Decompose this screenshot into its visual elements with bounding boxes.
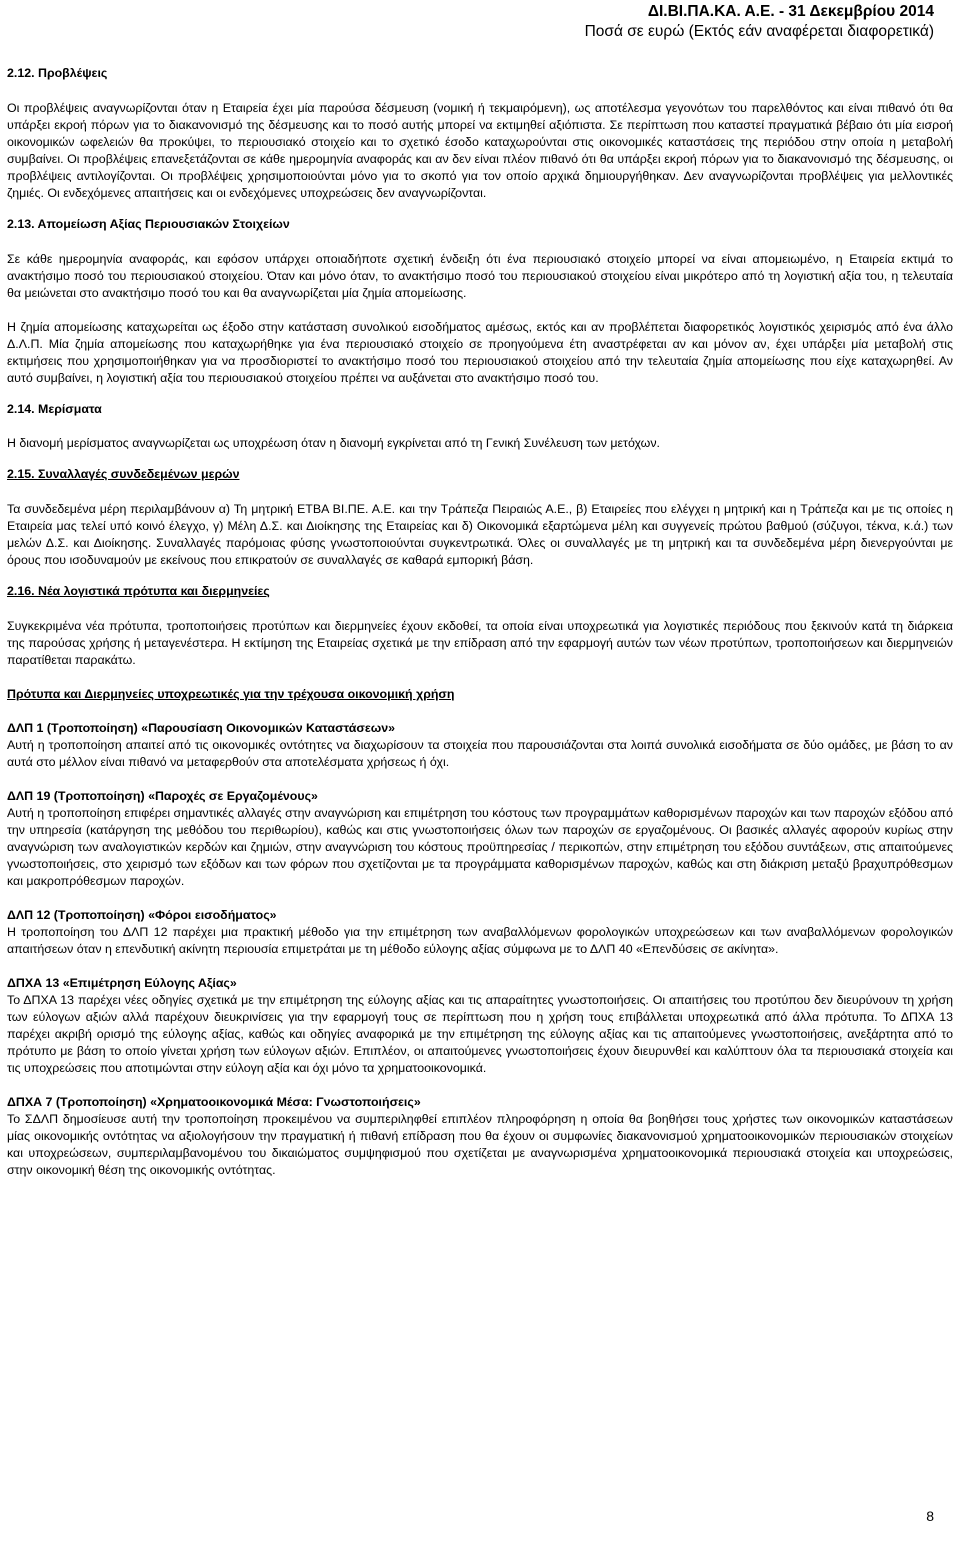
document-title: ΔΙ.ΒΙ.ΠΑ.ΚΑ. Α.Ε. - 31 Δεκεμβρίου 2014 xyxy=(647,3,934,20)
standard-text: Το ΔΠΧΑ 13 παρέχει νέες οδηγίες σχετικά με την επιμέτρηση της εύλογης αξίας και τις απαραίτητες γνωστοποιήσεις. Οι απαιτήσεις του προτύπου δεν διευρύνουν τη χρήση των εύλογων αξιών αλλά παρέχουν διευκρινίσεις για την εφαρμογή τους σε περίπτωση που η χρήση τους επιβάλλεται υποχρεωτικά από άλλα πρότυπα. Το ΔΠΧΑ 13 παρέχει ακριβή ορισμό της εύλογης αξίας, καθώς και οδηγίες αναφορικά με την επιμέτρηση της εύλογης αξίας και τις απαιτούμενες γνωστοποιήσεις, ανεξάρτητα από το πρότυπο με βάση το οποίο γίνεται χρήση των εύλογων αξιών. Επιπλέον, οι απαιτούμενες γνωστοποιήσεις έχουν διευρυνθεί και καλύπτουν όλα τα περιουσιακά στοιχεία και τις υποχρεώσεις που αποτιμώνται στην εύλογη αξία και όχι μόνο τα χρηματοοικονομικά. xyxy=(7,993,953,1075)
section-related-parties xyxy=(7,466,953,569)
standard-title: ΔΠΧΑ 7 (Τροποποίηση) «Χρηματοοικονομικά Μέσα: Γνωστοποιήσεις» xyxy=(7,1095,421,1109)
page-header xyxy=(585,2,934,42)
standard-title: ΔΛΠ 1 (Τροποποίηση) «Παρουσίαση Οικονομικών Καταστάσεων» xyxy=(7,721,395,735)
paragraph: Οι προβλέψεις αναγνωρίζονται όταν η Εταιρεία έχει μία παρούσα δέσμευση (νομική ή τεκμαιρόμενη), ως αποτέλεσμα γεγονότων του παρελθόντος και είναι πιθανό ότι θα υπάρξει εκροή πόρων για το διακανονισμό της δέσμευσης και το ποσό αυτής μπορεί να εκτιμηθεί αξιόπιστα. Σε περίπτωση που καταστεί πραγματικά βέβαιο ότι μία εισροή οικονομικών ωφελειών θα προκύψει, το περιουσιακό στοιχείο και το σχετικό έσοδο καταχωρούνται στις οικονομικές καταστάσεις της περιόδου στην οποία η μεταβολή συμβαίνει. Οι προβλέψεις επανεξετάζονται σε κάθε ημερομηνία αναφοράς και αν δεν είναι πλέον πιθανό ότι θα υπάρξει εκροή πόρων για το διακανονισμό της δέσμευσης, οι προβλέψεις αντιλογίζονται. Οι προβλέψεις χρησιμοποιούνται μόνο για το σκοπό για τον οποίο αρχικά δημιουργήθηκαν. Δεν αναγνωρίζονται προβλέψεις για μελλοντικές ζημιές. Οι ενδεχόμενες απαιτήσεις και οι ενδεχόμενες υποχρεώσεις δεν αναγνωρίζονται. xyxy=(7,101,953,200)
paragraph: Η ζημία απομείωσης καταχωρείται ως έξοδο στην κατάσταση συνολικού εισοδήματος αμέσως, εκτός και αν προβλέπεται διαφορετικός λογιστικός χειρισμός από ένα άλλο Δ.Λ.Π. Μία ζημία απομείωσης που καταχωρήθηκε για ένα περιουσιακό στοιχείο σε προηγούμενα έτη αναστρέφεται αν και μόνον αν, έχει υπάρξει μία μεταβολή στις εκτιμήσεις που χρησιμοποιήθηκαν για να προσδιοριστεί το ανακτήσιμο ποσό του περιουσιακού στοιχείου από την τελευταία ζημία απομείωσης που είχε καταχωρηθεί. Αν αυτό συμβαίνει, η λογιστική αξία του περιουσιακού στοιχείου πρέπει να αυξάνεται στο ανακτήσιμο ποσό του. xyxy=(7,320,953,385)
document-body xyxy=(7,65,953,1179)
standard-text: Αυτή η τροποποίηση απαιτεί από τις οικονομικές οντότητες να διαχωρίσουν τα στοιχεία που παρουσιάζονται στα λοιπά συνολικά εισοδήματα σε δύο ομάδες, με βάση το αν αυτά στο μέλλον είναι πιθανό να μεταφερθούν στα αποτελέσματα χρήσεως ή όχι. xyxy=(7,738,953,769)
standard-title: ΔΛΠ 19 (Τροποποίηση) «Παροχές σε Εργαζομένους» xyxy=(7,789,318,803)
paragraph: Σε κάθε ημερομηνία αναφοράς, και εφόσον υπάρχει οποιαδήποτε σχετική ένδειξη ότι ένα περιουσιακό στοιχείο μπορεί να είναι απομειωμένο, η Εταιρεία εκτιμά το ανακτήσιμο ποσό του περιουσιακού στοιχείου. Όταν και μόνο όταν, το ανακτήσιμο ποσό του περιουσιακού στοιχείου είναι μικρότερο από τη λογιστική αξία του, η τελευταία θα μειώνεται στο ανακτήσιμο ποσό του και θα αναγνωρίζεται μία ζημία απομείωσης. xyxy=(7,252,953,300)
section-provisions xyxy=(7,65,953,202)
document-subtitle: Ποσά σε ευρώ (Εκτός εάν αναφέρεται διαφορετικά) xyxy=(584,23,934,40)
standard-title: ΔΛΠ 12 (Τροποποίηση) «Φόροι εισοδήματος» xyxy=(7,908,277,922)
section-heading: 2.14. Μερίσματα xyxy=(7,402,102,416)
section-heading: 2.16. Νέα λογιστικά πρότυπα και διερμηνείες xyxy=(7,584,270,598)
standard-title: ΔΠΧΑ 13 «Επιμέτρηση Εύλογης Αξίας» xyxy=(7,976,237,990)
paragraph: Η διανομή μερίσματος αναγνωρίζεται ως υποχρέωση όταν η διανομή εγκρίνεται από τη Γενική Συνέλευση των μετόχων. xyxy=(7,436,660,450)
subsection-heading: Πρότυπα και Διερμηνείες υποχρεωτικές για την τρέχουσα οικονομική χρήση xyxy=(7,687,455,701)
section-heading: 2.13. Απομείωση Αξίας Περιουσιακών Στοιχείων xyxy=(7,217,290,231)
standard-text: Αυτή η τροποποίηση επιφέρει σημαντικές αλλαγές στην αναγνώριση και επιμέτρηση του κόστους των προγραμμάτων καθορισμένων παροχών και των παροχών εξόδου από την υπηρεσία (κατάργηση της μεθόδου του περιθωρίου), καθώς και στις γνωστοποιήσεις όλων των παροχών σε εργαζομένους. Οι βασικές αλλαγές αφορούν κυρίως στην αναγνώριση των αναλογιστικών κερδών και ζημιών, στην αναγνώριση του κόστους προϋπηρεσίας / περικοπών, στην επιμέτρηση του εξόδου συντάξεων, στις απαιτούμενες γνωστοποιήσεις, στο χειρισμό των εξόδων και των φόρων που σχετίζονται με τα προγράμματα καθορισμένων παροχών, καθώς και στη διάκριση μεταξύ βραχυπρόθεσμων και μακροπρόθεσμων παροχών. xyxy=(7,806,953,888)
section-impairment xyxy=(7,216,953,387)
section-heading: 2.15. Συναλλαγές συνδεδεμένων μερών xyxy=(7,467,240,481)
standard-text: Η τροποποίηση του ΔΛΠ 12 παρέχει μια πρακτική μέθοδο για την επιμέτρηση των αναβαλλόμενων φορολογικών υποχρεώσεων και των αναβαλλόμενων φορολογικών απαιτήσεων όταν η επενδυτική ακίνητη περιουσία επιμετράται με τη μέθοδο εύλογης αξίας σύμφωνα με το ΔΛΠ 40 «Επενδύσεις σε ακίνητα». xyxy=(7,925,953,956)
page-number: 8 xyxy=(926,1508,934,1524)
section-new-standards xyxy=(7,583,953,1179)
paragraph: Συγκεκριμένα νέα πρότυπα, τροποποιήσεις προτύπων και διερμηνείες έχουν εκδοθεί, τα οποία είναι υποχρεωτικά για λογιστικές περιόδους που ξεκινούν κατά τη διάρκεια της παρούσας χρήσης ή μεταγενέστερα. Η εκτίμηση της Εταιρείας σχετικά με την επίδραση από την εφαρμογή αυτών των νέων προτύπων, τροποποιήσεων και διερμηνειών παρατίθεται παρακάτω. xyxy=(7,619,953,667)
standard-text: Το ΣΔΛΠ δημοσίευσε αυτή την τροποποίηση προκειμένου να συμπεριληφθεί επιπλέον πληροφόρηση η οποία θα βοηθήσει τους χρήστες των οικονομικών καταστάσεων μίας οικονομικής οντότητας να αξιολογήσουν την πραγματική ή πιθανή επίδραση που θα έχουν οι συμφωνίες διακανονισμού χρηματοοικονομικών περιουσιακών στοιχείων και υποχρεώσεων, συμπεριλαμβανομένου του δικαιώματος συμψηφισμού που σχετίζεται με αναγνωρισμένα χρηματοοικονομικά περιουσιακά στοιχεία και υποχρεώσεις, στην οικονομική θέση της οικονομικής οντότητας. xyxy=(7,1112,953,1177)
paragraph: Τα συνδεδεμένα μέρη περιλαμβάνουν α) Τη μητρική ΕΤΒΑ ΒΙ.ΠΕ. Α.Ε. και την Τράπεζα Πειραιώς Α.Ε., β) Εταιρείες που ελέγχει η μητρική και η Τράπεζα και με τις οποίες η Εταιρεία μας τελεί υπό κοινό έλεγχο, γ) Μέλη Δ.Σ. και Διοίκησης της Εταιρείας και δ) Οικονομικά εξαρτώμενα μέλη και συγγενείς πρώτου βαθμού (σύζυγοι, τέκνα, κ.ά.) των μελών Δ.Σ. και Διοίκησης. Συναλλαγές παρόμοιας φύσης γνωστοποιούνται συγκεντρωτικά. Όλες οι συναλλαγές με τη μητρική και τα συνδεδεμένα μέρη διενεργούνται με όρους που ισοδυναμούν με εκείνους που επικρατούν σε συναλλαγές σε καθαρά εμπορική βάση. xyxy=(7,502,953,567)
section-dividends xyxy=(7,401,953,452)
section-heading: 2.12. Προβλέψεις xyxy=(7,66,108,80)
